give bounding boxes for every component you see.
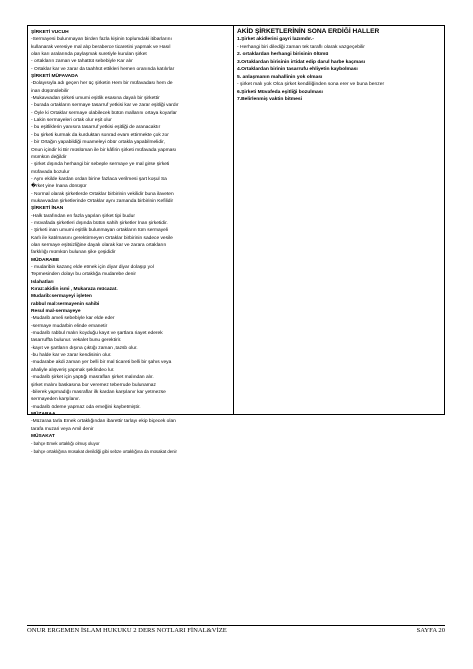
text-line: farklılığı mümkün bulunan şike çeşididir bbox=[31, 250, 116, 256]
text-line: -Dolayısıyla adı geçen her üç şirketin Hem bir müfavadası hem de bbox=[31, 81, 173, 87]
text-line: Karlı ile katılmasını gerektirmeyen Ortaklar birbirinin sadece vesile bbox=[31, 235, 173, 241]
text-line: Onun içindir ki Bir müslüman ile bir kâfirin şirketi müfavada yapması bbox=[31, 147, 177, 153]
section-heading: ŞİRKETİ İNAN bbox=[31, 206, 64, 212]
notes-table bbox=[27, 25, 445, 454]
section-heading: Mudarib:sermayeyi işleten bbox=[31, 294, 92, 300]
text-line: - Ortaklar kar ve zarar da taahhüt ettikleri hemen oranında katılırlar bbox=[31, 66, 175, 72]
text-line: -Mukavvadan şirketi umumi eşitlik esasına dayalı bir şirkettir bbox=[31, 96, 160, 102]
text-line: -bilerek yapmadığı masraflar ilk kardan karşılanır kar yetmezse bbox=[31, 389, 166, 395]
text-line: - şirket malı yok Olca şirket kendiliğinden sona erer ve buna benzer bbox=[237, 82, 385, 88]
text-line: - bir Ortağın yapabildiği muameleyi öbür ortakla yapabilmelidir, bbox=[31, 140, 165, 146]
list-item: 7.Belirlenmiş vaktin bitmesi bbox=[237, 97, 303, 103]
text-line: - bu eşitliklerin yanısıra tasarruf yetkisi eşitliği de aranacaktır bbox=[31, 125, 161, 131]
text-line: -Müzaraa tarla Emek ortaklığından ibarettir tarlayı ekip biçecek olan bbox=[31, 419, 176, 425]
footer-title: ONUR ERGEMEN İSLAM HUKUKU 2 DERS NOTLARI FİNAL&VİZE bbox=[27, 627, 227, 634]
section-heading: MÜDARABE bbox=[31, 257, 60, 263]
text-line: -mudarib ödeme yapmaz oda emeğini kaybetmiştir. bbox=[31, 404, 141, 410]
text-line: -kayıt ve şartların dışına çıktığı zaman ,tazsb olur. bbox=[31, 345, 138, 351]
text-line: - bahçe ortaklığına müsakat denildiği gibi sebze ortaklığına da müsakat denir bbox=[31, 448, 177, 454]
list-item: 5. anlaşmanın mahallinin yok olması bbox=[237, 74, 323, 80]
section-heading: ŞİRKETİ MÜFAVADA bbox=[31, 74, 79, 80]
text-line: - ortakların zaman ve tahattüt sebebiyle Kar alır bbox=[31, 59, 133, 65]
section-heading: ŞİRKETİ VUCUH bbox=[31, 30, 69, 35]
text-line: - Herhangi biri dilediği zaman tek taraflı olarak vazgeçebilir bbox=[237, 44, 365, 50]
section-heading: Resul mal-sermayeye bbox=[31, 309, 81, 315]
text-line: - bu şirketi kurmak da kurduktan sonrad evam ettirmekte çok zor bbox=[31, 132, 169, 138]
text-line: Tepmesinden dolayı bu ortaklığa mudarebe denir bbox=[31, 272, 137, 278]
text-line: tarafa muzari veya Amil denir bbox=[31, 426, 94, 432]
text-line: - bahçe Emek ortaklığı olmuş oluyor bbox=[31, 441, 100, 447]
text-line: olan karı aralarında paylaşmak suretiyle kurulan şirket bbox=[31, 52, 147, 58]
text-line: - burada ortakların sermaye tasarruf yetkisi kar ve zarar eşitliği vardır bbox=[31, 103, 179, 109]
section-heading: MÜZARAA bbox=[31, 411, 56, 417]
text-line: - Öyle ki Ortaklar sermaye olabilecek bütün mallarını ortaya koyarlar bbox=[31, 110, 177, 116]
text-line: -mudarib rabbul malın koyduğu kayıt ve şartlara riayet ederek bbox=[31, 331, 163, 337]
text-line: - Normal olarak şirketlerde Ortaklar birbirinin vekilidir buna ilaveten bbox=[31, 191, 174, 197]
section-heading: MÜSAKAT bbox=[31, 433, 55, 439]
list-item: 1.Şirket akidlerini gayri lazımdır.- bbox=[237, 37, 314, 42]
text-line: sermayeden karşılanır. bbox=[31, 397, 80, 403]
section-heading: Kıraz:akidin ismi , Mukaraza mücazat. bbox=[31, 287, 118, 293]
section-heading: rabbul mal:sermayenin sahibi bbox=[31, 301, 100, 307]
section-heading: Islahatları bbox=[31, 279, 54, 285]
text-line: mümkün değildir bbox=[31, 154, 67, 160]
text-line: - müvafada şirketleri dışında bütün sahih şirketler İnan şirketidir. bbox=[31, 220, 168, 226]
text-line: kullanarak veresiye mal alıp beraberce ticaretini yapmak ve Hasıl bbox=[31, 44, 171, 50]
text-line: - şirket dışında herhangi bir sebeple sermaye ye mal girse şirketi bbox=[31, 162, 170, 168]
text-line: tasarruffta bulunur. vekalet bunu gerektirir. bbox=[31, 338, 122, 344]
right-heading: AKİD ŞİRKETLERİNİN SONA ERDİĞİ HALLER bbox=[237, 28, 380, 35]
page-footer bbox=[27, 625, 445, 636]
text-line: müfavada bozulur bbox=[31, 169, 70, 175]
text-line: -mudarabe akdi zaman yer belli bir mal ticareti belli bir şahıs veya bbox=[31, 360, 172, 366]
text-line: - Lakin sermayeleri ortak olur eşit olur bbox=[31, 118, 112, 124]
text-line: inan düşünülebilir bbox=[31, 88, 69, 94]
text-line: olan sermaye eşitsizliğine dayalı olarak kar ve zarara ortakların bbox=[31, 242, 167, 248]
text-line: -mudarib şirket için yaptığı masrafları şirket malından alır. bbox=[31, 375, 154, 381]
right-column bbox=[234, 26, 444, 414]
list-item: 6.Şirketi Müvafeda eşitliği bozulması bbox=[237, 89, 323, 95]
text-line: -Mudarib ameli sebebiyle kar elde eder bbox=[31, 316, 115, 322]
text-line: -Sermayesi bulunmayan birden fazla kişinin toplumdaki itibarlarını bbox=[31, 37, 172, 43]
text-line: -sermaye mudarbin elinde emanetir bbox=[31, 323, 108, 329]
page-number: SAYFA 20 bbox=[416, 627, 445, 634]
text-line: - Aynı ekilde kardan ordan birine fazlaca verilmesi şart koşul Sa bbox=[31, 176, 167, 182]
list-item: 2. ortaklardan herhangi birisinin ölümü bbox=[237, 52, 329, 58]
text-line: ahaliyle alışveriş yapmak şeklindeo lur. bbox=[31, 367, 115, 373]
text-line: - Şirketi inan umumi eşitlik bulunmayan ortakların tüm sermayeli bbox=[31, 228, 169, 234]
text-line: - mudaribin kazanç elde etmek için diyar diyar dolaşıp yol bbox=[31, 265, 154, 270]
text-line: şirket malını baskasına bor veremez teberrude bulunamaz bbox=[31, 382, 156, 388]
left-column bbox=[28, 26, 234, 454]
list-item: 4.Ortaklardan birinin tasarrufu ehliyetin kaybolması bbox=[237, 67, 358, 73]
text-line: -Halk tarafından en fazla yapılan şirket tipi budur bbox=[31, 213, 135, 219]
list-item: 3.Ortaklardan birisinin irtidat edip darul harbe kaçması bbox=[237, 59, 366, 65]
text-line: -bu halde kar ve zarar kendisinin olur. bbox=[31, 353, 112, 359]
text-line: mukavvadan şirketlerinde Ortaklar aynı zamanda birbirinin Kefilidir bbox=[31, 198, 174, 204]
text-line: �rket yine İnana dönüşür bbox=[31, 184, 87, 190]
